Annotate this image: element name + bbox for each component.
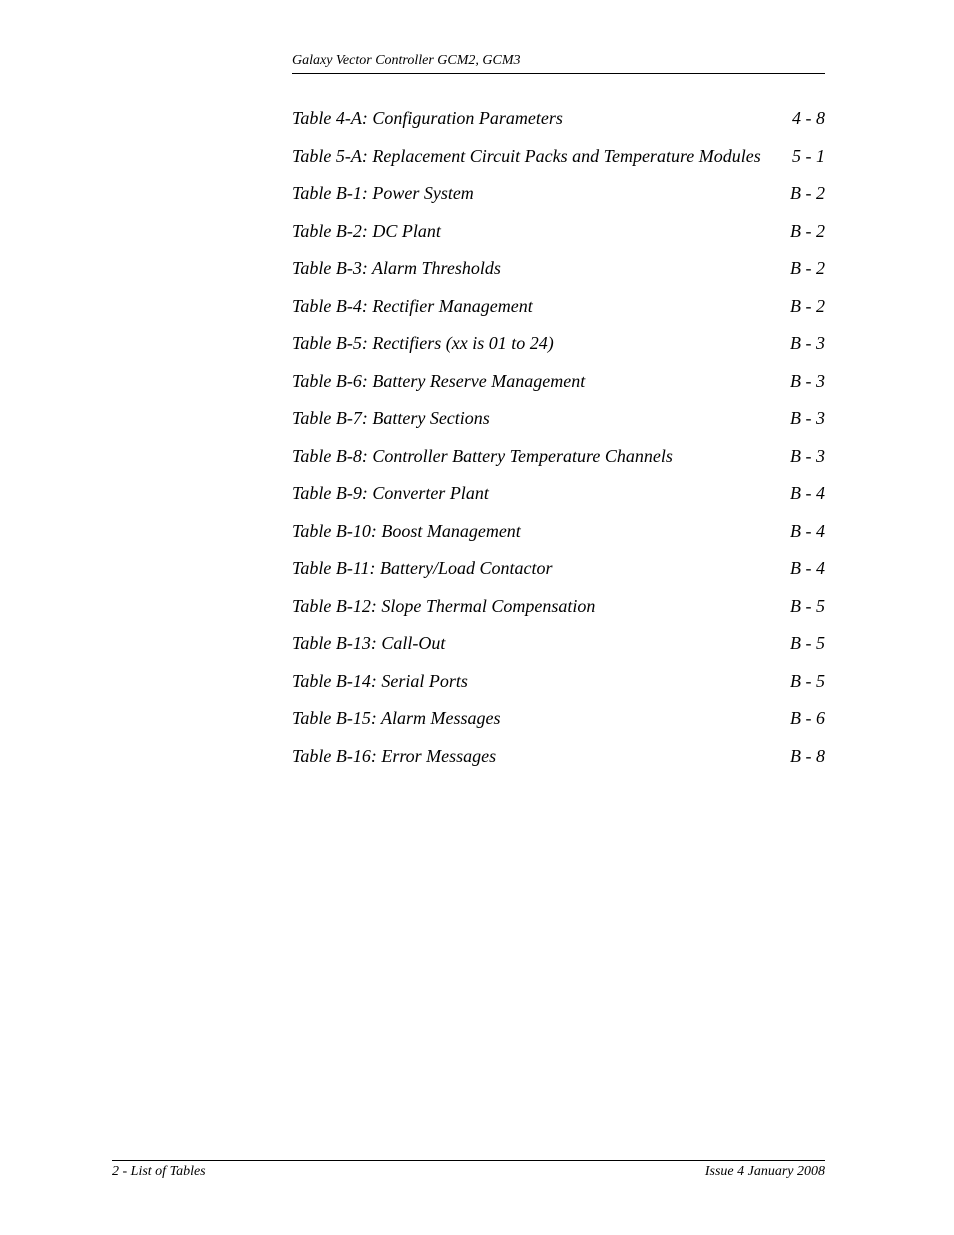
toc-entry-title: Table B-15: Alarm Messages bbox=[292, 708, 501, 728]
toc-entry[interactable] bbox=[292, 256, 825, 294]
toc-entry-page: B - 5 bbox=[790, 595, 825, 616]
toc-entry[interactable] bbox=[292, 106, 825, 144]
toc-entry-title: Table B-1: Power System bbox=[292, 183, 474, 203]
toc-entry-page: B - 2 bbox=[790, 295, 825, 316]
toc-entry[interactable] bbox=[292, 294, 825, 332]
toc-entry[interactable] bbox=[292, 181, 825, 219]
toc-entry-title: Table B-16: Error Messages bbox=[292, 745, 497, 766]
toc-entry-title: Table B-14: Serial Ports bbox=[292, 670, 468, 691]
list-of-tables bbox=[292, 106, 825, 781]
toc-entry-page: B - 2 bbox=[790, 258, 825, 278]
toc-entry[interactable] bbox=[292, 556, 825, 594]
footer-issue-date: Issue 4 January 2008 bbox=[704, 1164, 825, 1179]
footer-section: 2 - List of Tables bbox=[112, 1164, 206, 1179]
toc-entry-page: B - 4 bbox=[790, 483, 825, 503]
toc-entry-title: Table B-2: DC Plant bbox=[292, 220, 441, 241]
running-footer bbox=[112, 1160, 825, 1182]
toc-entry[interactable] bbox=[292, 519, 825, 557]
toc-entry-title: Table B-10: Boost Management bbox=[292, 520, 521, 541]
toc-entry-title: Table B-12: Slope Thermal Compensation bbox=[292, 595, 596, 616]
toc-entry-title: Table B-3: Alarm Thresholds bbox=[292, 258, 501, 278]
toc-entry-page: B - 2 bbox=[790, 183, 825, 203]
toc-entry[interactable] bbox=[292, 406, 825, 444]
toc-entry-title: Table B-8: Controller Battery Temperature Channels bbox=[292, 445, 673, 466]
toc-entry[interactable] bbox=[292, 594, 825, 632]
toc-entry-title: Table B-4: Rectifier Management bbox=[292, 295, 533, 316]
toc-entry-page: B - 4 bbox=[790, 520, 825, 541]
toc-entry[interactable] bbox=[292, 144, 825, 182]
toc-entry-page: B - 3 bbox=[790, 370, 825, 391]
toc-entry[interactable] bbox=[292, 706, 825, 744]
toc-entry-page: B - 4 bbox=[790, 558, 825, 578]
toc-entry-page: B - 3 bbox=[790, 333, 825, 353]
toc-entry[interactable] bbox=[292, 444, 825, 482]
toc-entry-page: B - 6 bbox=[790, 708, 825, 728]
toc-entry-page: B - 2 bbox=[790, 220, 825, 241]
toc-entry[interactable] bbox=[292, 369, 825, 407]
toc-entry[interactable] bbox=[292, 481, 825, 519]
toc-entry-title: Table B-6: Battery Reserve Management bbox=[292, 370, 586, 391]
toc-entry-page: 4 - 8 bbox=[792, 108, 825, 128]
toc-entry-page: B - 8 bbox=[790, 745, 825, 766]
toc-entry-title: Table B-9: Converter Plant bbox=[292, 483, 489, 503]
toc-entry-title: Table 4-A: Configuration Parameters bbox=[292, 108, 563, 128]
toc-entry-page: B - 3 bbox=[790, 445, 825, 466]
toc-entry-page: B - 5 bbox=[790, 670, 825, 691]
toc-entry[interactable] bbox=[292, 669, 825, 707]
toc-entry[interactable] bbox=[292, 744, 825, 782]
toc-entry[interactable] bbox=[292, 219, 825, 257]
running-header bbox=[292, 52, 825, 74]
toc-entry-page: B - 3 bbox=[790, 408, 825, 428]
toc-entry-title: Table B-7: Battery Sections bbox=[292, 408, 490, 428]
toc-entry-title: Table B-5: Rectifiers (xx is 01 to 24) bbox=[292, 333, 554, 353]
toc-entry-title: Table B-11: Battery/Load Contactor bbox=[292, 558, 553, 578]
toc-entry-title: Table 5-A: Replacement Circuit Packs and Temperature Modules bbox=[292, 145, 761, 166]
toc-entry-title: Table B-13: Call-Out bbox=[292, 633, 446, 653]
toc-entry[interactable] bbox=[292, 331, 825, 369]
toc-entry-page: 5 - 1 bbox=[792, 145, 825, 166]
toc-entry[interactable] bbox=[292, 631, 825, 669]
toc-entry-page: B - 5 bbox=[790, 633, 825, 653]
document-title: Galaxy Vector Controller GCM2, GCM3 bbox=[292, 53, 521, 68]
